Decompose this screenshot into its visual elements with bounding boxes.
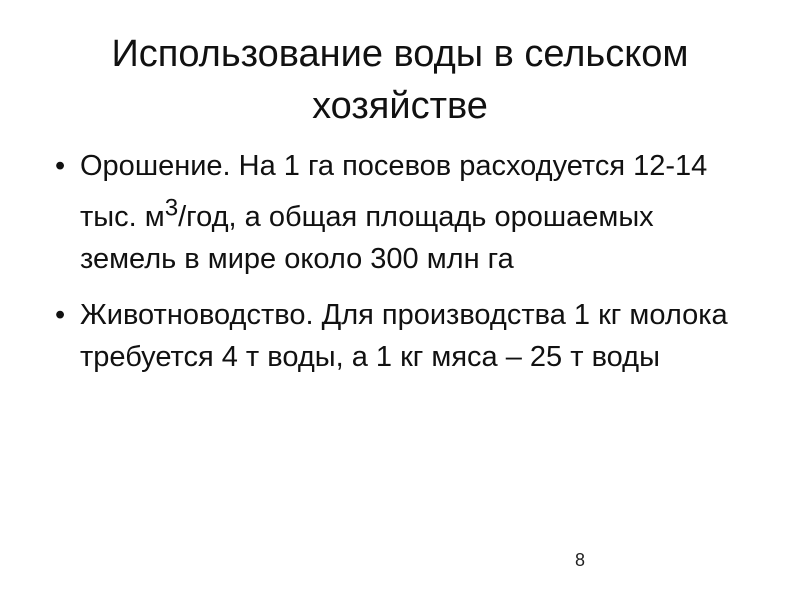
title-line-2: хозяйстве: [312, 85, 488, 127]
bullet-livestock: [55, 294, 755, 378]
cubic-superscript: 3: [164, 194, 179, 221]
bullet-irrigation-suffix: /год, а общая площадь орошаемых земель в мире около 300 млн га: [80, 200, 654, 275]
slide-title: [40, 28, 760, 132]
bullet-irrigation: [55, 145, 755, 280]
title-line-1: Использование воды в сельском: [111, 33, 689, 75]
bullet-marker: •: [55, 298, 66, 331]
bullet-livestock-text: Животноводство. Для производства 1 кг молока требуется 4 т воды, а 1 кг мяса – 25 т воды: [80, 298, 728, 373]
bullet-irrigation-text: [80, 150, 707, 275]
bullet-list: [55, 145, 755, 392]
bullet-marker: •: [55, 150, 66, 182]
page-number: 8: [575, 550, 586, 570]
bullet-irrigation-prefix: Орошение. На 1 га посевов расходуется 12-14 тыс. м: [80, 150, 708, 233]
